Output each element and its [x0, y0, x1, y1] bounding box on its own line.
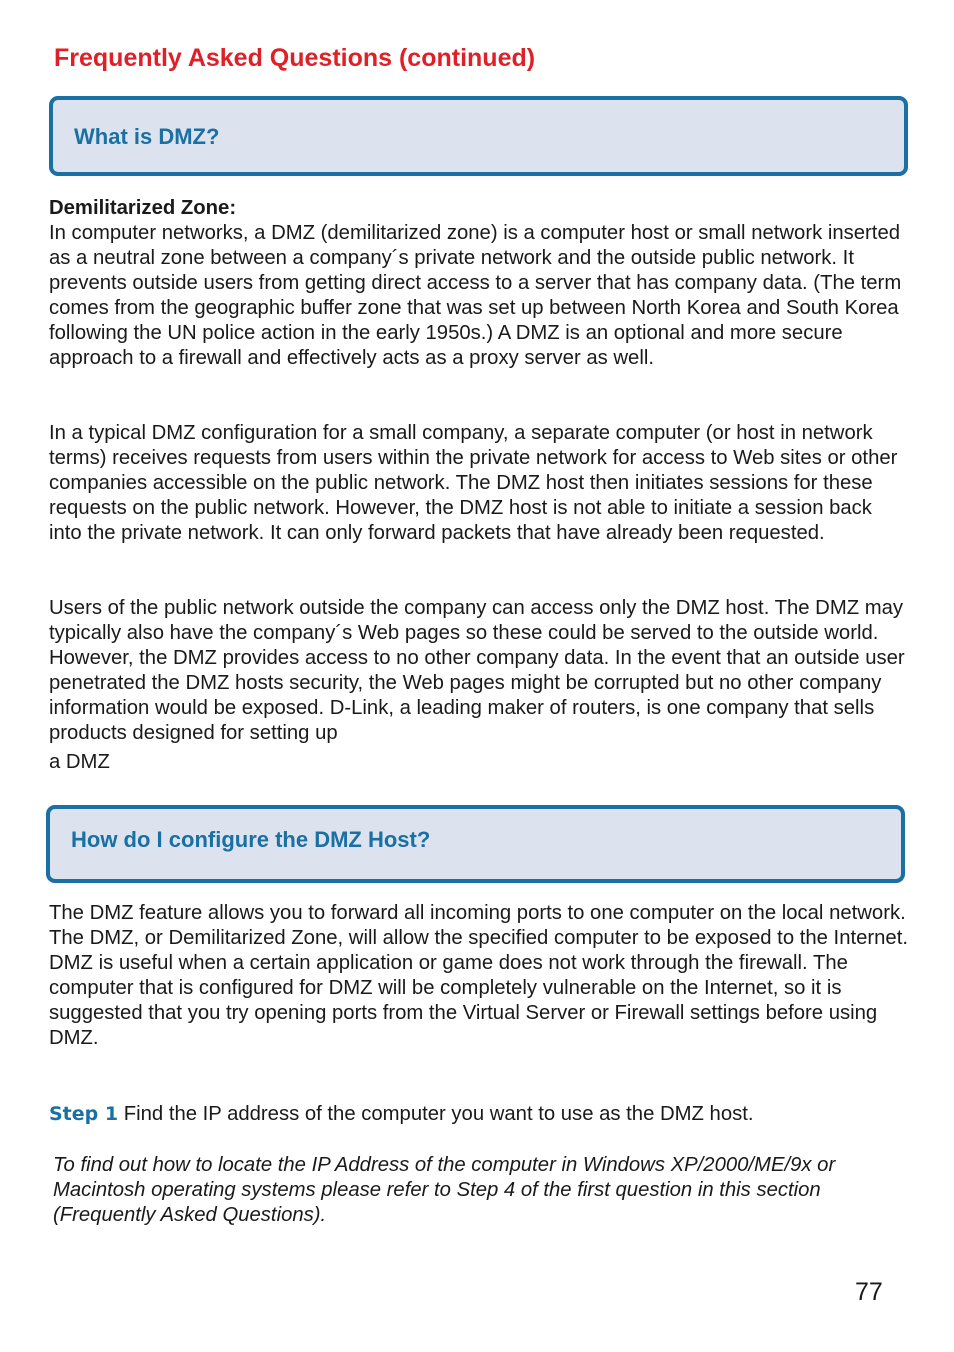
section-subheading: Demilitarized Zone: — [49, 197, 237, 219]
body-paragraph-end: a DMZ — [49, 751, 110, 773]
faq-question-box-configure-dmz — [46, 805, 905, 883]
faq-question-title: How do I configure the DMZ Host? — [71, 827, 431, 852]
italic-note: To find out how to locate the IP Address of the computer in Windows XP/2000/ME/9x or Macintosh operating systems please refer to Step 4 of the first question in this section (Frequently Asked Questions). — [53, 1154, 836, 1226]
body-paragraph: Users of the public network outside the company can access only the DMZ host. The DMZ may typically also have the company´s Web pages so these could be served to the outside world. However, the DMZ provides access to no other company data. In the event that an outside user penetrated the DMZ hosts security, the Web pages might be corrupted but no other company information would be exposed. D-Link, a leading maker of routers, is one company that sells products designed for setting up — [49, 597, 905, 744]
page-title: Frequently Asked Questions (continued) — [54, 44, 536, 72]
body-paragraph: In computer networks, a DMZ (demilitarized zone) is a computer host or small network inserted as a neutral zone between a company´s private network and the outside public network. It prevents outside users from getting direct access to a server that has company data. (The term comes from the geographic buffer zone that was set up between North Korea and South Korea following the UN police action in the early 1950s.) A DMZ is an optional and more secure approach to a firewall and effectively acts as a proxy server as well. — [49, 222, 902, 369]
faq-question-title: What is DMZ? — [74, 124, 220, 149]
step-label: Step 1 — [49, 1103, 119, 1125]
body-paragraph: In a typical DMZ configuration for a small company, a separate computer (or host in network terms) receives requests from users within the private network for access to Web sites or other companies accessible on the public network. The DMZ host then initiates sessions for these requests on the public network. However, the DMZ host is not able to initiate a session back into the private network. It can only forward packets that have already been requested. — [49, 422, 898, 544]
step-text: Find the IP address of the computer you want to use as the DMZ host. — [118, 1103, 754, 1125]
page-number: 77 — [855, 1278, 883, 1306]
faq-question-box-what-is-dmz — [49, 96, 908, 176]
body-paragraph: The DMZ feature allows you to forward all incoming ports to one computer on the local network. The DMZ, or Demilitarized Zone, will allow the specified computer to be exposed to the Internet. DMZ is useful when a certain application or game does not work through the firewall. The computer that is configured for DMZ will be completely vulnerable on the Internet, so it is suggested that you try opening ports from the Virtual Server or Firewall settings before using DMZ. — [49, 902, 908, 1049]
step-instruction — [49, 1102, 909, 1127]
